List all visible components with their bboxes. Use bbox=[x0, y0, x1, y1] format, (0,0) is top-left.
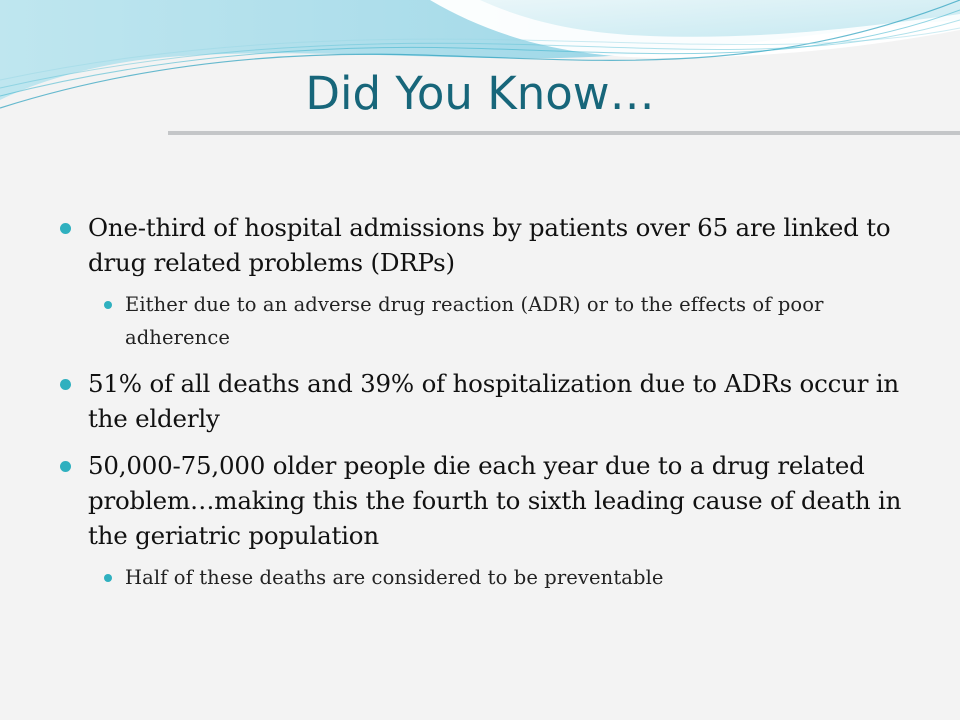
bullet-item bbox=[60, 448, 920, 553]
bullet-text: 50,000-75,000 older people die each year due to a drug related problem…making this the fourth to sixth leading cause of death in the geriatric population bbox=[88, 451, 902, 550]
sub-bullet-icon bbox=[104, 574, 112, 582]
sub-bullet-text: Half of these deaths are considered to be preventable bbox=[125, 566, 664, 589]
sub-bullet-item bbox=[60, 561, 920, 594]
sub-bullet-item bbox=[60, 288, 920, 354]
bullet-text: One-third of hospital admissions by patients over 65 are linked to drug related problems (DRPs) bbox=[88, 213, 891, 277]
bullet-icon bbox=[60, 461, 71, 472]
bullet-item bbox=[60, 366, 920, 436]
bullet-item bbox=[60, 210, 920, 280]
title-divider bbox=[168, 131, 960, 135]
slide-title: Did You Know… bbox=[305, 67, 655, 120]
sub-bullet-icon bbox=[104, 301, 112, 309]
sub-bullet-text: Either due to an adverse drug reaction (ADR) or to the effects of poor adherence bbox=[125, 293, 824, 349]
bullet-icon bbox=[60, 223, 71, 234]
bullet-icon bbox=[60, 379, 71, 390]
bullet-list bbox=[60, 210, 920, 606]
bullet-text: 51% of all deaths and 39% of hospitalization due to ADRs occur in the elderly bbox=[88, 369, 900, 433]
